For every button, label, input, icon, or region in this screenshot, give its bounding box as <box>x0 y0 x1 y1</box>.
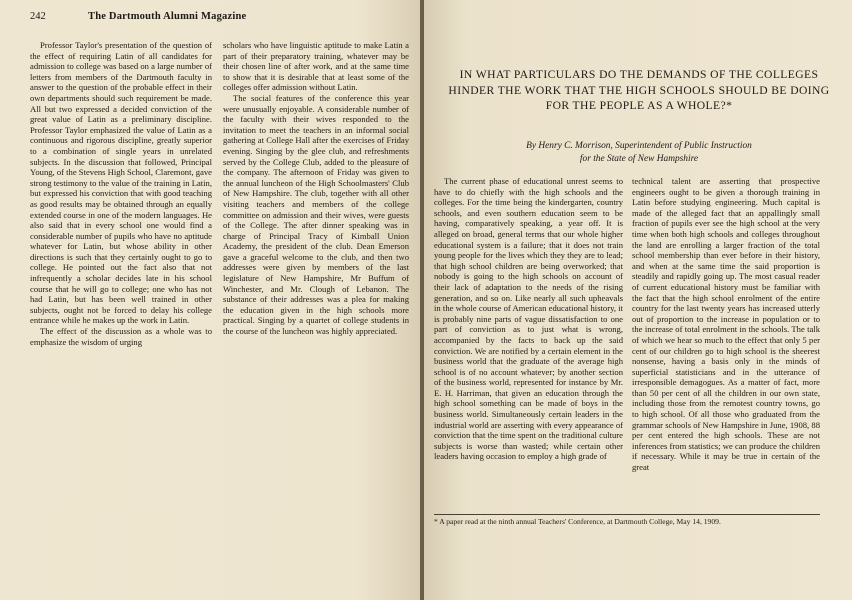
left-page <box>0 0 420 600</box>
paragraph: The effect of the discussion as a whole was to emphasize the wisdom of urging <box>30 326 212 347</box>
byline-affiliation: for the State of New Hampshire <box>579 153 699 164</box>
footnote-divider <box>434 514 820 515</box>
paragraph: technical talent are asserting that prospective engineers ought to be given a thorough training in Latin before studying engineering. Much capital is made of the alleged fact that an appallingly small fraction of pupils ever see the high school at the very time when both high schools and colleges throughout the land are enrolling a larger fraction of the total school membership than ever before in their history, and when at the same time the said proportion is steadily and rapidly going up. The most casual reader of current educational history must be familiar with the fact that the high school enrolment of the entire country for the last twenty years has increased utterly out of proportion to the increase in population or to the increase of total enrolment in the schools. The talk of which we hear so much to the effect that only 5 per cent of our children go to high school is the sheerest nonsense, having a basis only in the minds of superficial statisticians and in the utterance of irresponsible demagogues. As a matter of fact, more than 50 per cent of all the children in our own state, including those from the remotest country towns, go to high school. Of all those who graduated from the grammar schools of New Hampshire in June, 1908, 88 per cent entered the high schools. These are not inferences from statistics; we can produce the children if necessary. While it may be true in certain of the great <box>632 176 820 473</box>
left-column-2 <box>223 40 409 337</box>
article-title: IN WHAT PARTICULARS DO THE DEMANDS OF THE COLLEGES HINDER THE WORK THAT THE HIGH SCHOOLS SHOULD BE DOING FOR THE PEOPLE AS A WHOLE?* <box>448 68 830 112</box>
right-page <box>424 0 852 600</box>
left-column-1 <box>30 40 212 347</box>
byline-author: By Henry C. Morrison, Superintendent of Public Instruction <box>526 141 752 151</box>
magazine-title: The Dartmouth Alumni Magazine <box>88 11 247 22</box>
paragraph: The current phase of educational unrest seems to have to do chiefly with the high schools and the colleges. For the time being the kindergarten, country schools, and even southern education seem to be having, comparatively speaking, a year off. It is alleged on broad, general terms that our whole higher educational system is a failure; that it does not train young people for the lives which they they are to lead; that high school children are being overworked; that nobody is going to the high schools on account of their lack of adaptation to the needs of the rising generation, and so on. Like nearly all such upheavals in the whole course of American educational history, it is probably nine parts of vague dissatisfaction to one part of conviction as to just what is wrong, accompanied by the facts to back up the said conviction. We are notified by a certain element in the business world that the graduate of the average high school is of no account whatever; by another section of the business world, represented for instance by Mr. E. H. Harriman, that given an education through the high school something can be made of boys in the business world. Simultaneously certain leaders in the industrial world are asserting with every appearance of conviction that the time spent on the traditional culture subjects is worse than wasted; while certain other leaders having occasion to employ a high grade of <box>434 176 623 462</box>
byline <box>440 140 838 165</box>
page-number: 242 <box>30 11 46 22</box>
paragraph: scholars who have linguistic aptitude to make Latin a part of their preparatory training, whatever may be their chosen line of after work, and at the same time to show that it is desirable that at least some of the colleges offer admission without Latin. <box>223 40 409 93</box>
paragraph: The social features of the conference this year were unusually enjoyable. A considerable number of the faculty with their wives responded to the invitation to meet the teachers in an informal social gathering at College Hall after the exercises of Friday evening. Singing by the glee club, and refreshments served by the College Club, added to the pleasure of the company. The afternoon of Friday was given to the annual luncheon of the High Schoolmasters' Club of New Hampshire. The club, together with all other visiting teachers and members of the college committee on admission and their wives, were guests of the College. The after dinner speaking was in charge of Principal Tracy of Kimball Union Academy, the president of the club. Dean Emerson gave a graceful welcome to the club, and then two addresses were given by members of the last legislature of New Hampshire, Mr Buffum of Winchester, and Mr. Clough of Lebanon. The substance of their addresses was a plea for making the education given in the high schools more practical. Singing by a quartet of college students in the course of the luncheon was highly appreciated. <box>223 92 409 337</box>
right-column-2 <box>632 176 820 473</box>
right-column-1 <box>434 176 623 462</box>
paragraph: Professor Taylor's presentation of the question of the effect of requiring Latin of all candidates for admission to college was based on a large number of letters from members of the Dartmouth faculty in answer to the question of the probable effect in their own departments should such requirement be made. All but two expressed a decided conviction of the great value of Latin as a preliminary discipline. Professor Taylor emphasized the value of Latin as a continuous and rigorous discipline, greatly superior to a combination of single years in unrelated subjects. In the discussion that followed, Principal Young, of the Stevens High School, Claremont, gave strong testimony to the value of the training in Latin, but expressed his conviction that with good teaching as good results may be obtained through an equally extended course in one of the modern languages. He also said that in every school one would find a considerable number of pupils who have no aptitude whatever for Latin, but whose ability in other directions is such that they certainly ought to go to college. He pointed out the fact also that not infrequently a scholar decides late in his school course that he will go to college; one who has not had Latin, but has been well trained in other subjects, ought not be forced to delay his college entrance while he makes up the work in Latin. <box>30 40 212 326</box>
footnote: * A paper read at the ninth annual Teachers' Conference, at Dartmouth College, May 14, 1909. <box>434 517 721 526</box>
